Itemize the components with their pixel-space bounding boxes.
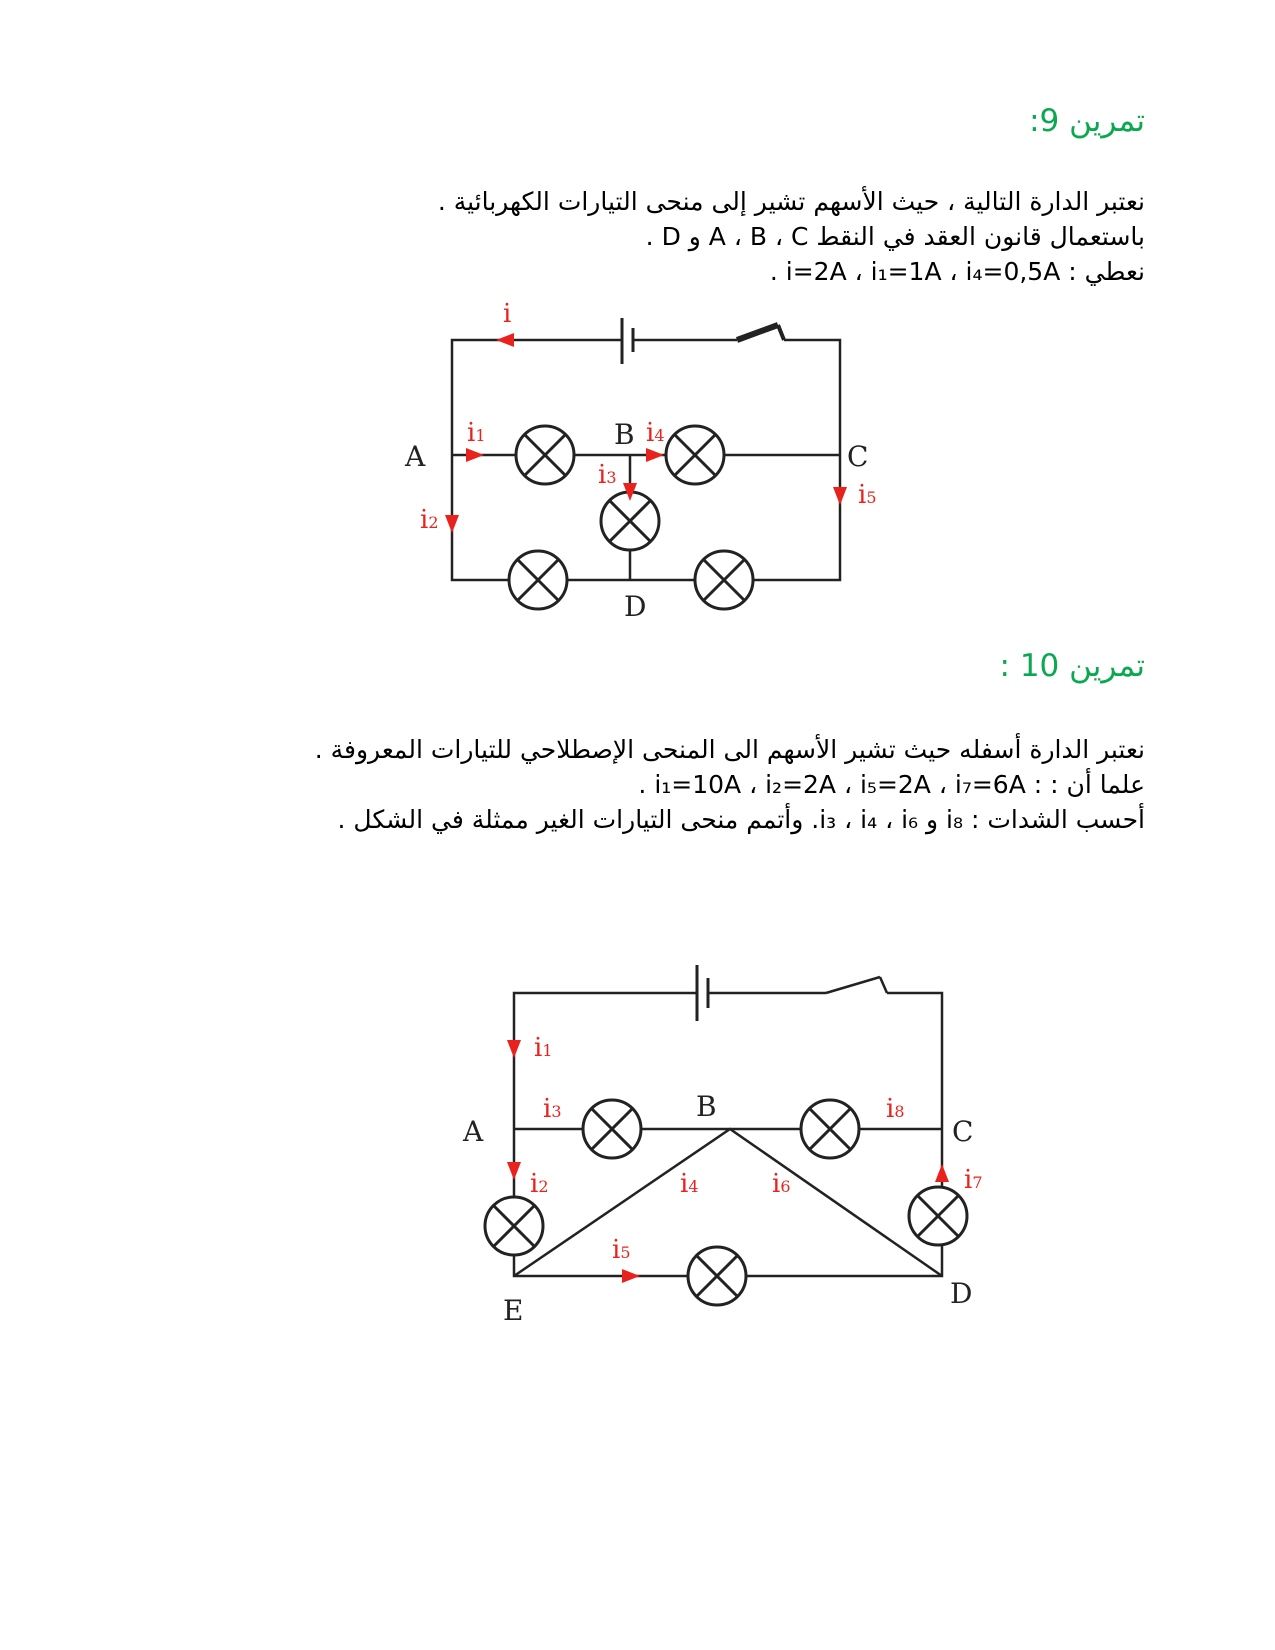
arrow-i5-icon — [833, 487, 847, 505]
lamp-icon-ad — [509, 551, 567, 609]
exercise-10-unknowns: i₃ ، i₄ ، i₆ و i₈ — [819, 805, 964, 834]
arrow-i1-icon — [466, 448, 484, 462]
current-i5-label: i5 — [612, 1235, 631, 1265]
exercise-9-line-2: باستعمال قانون العقد في النقط A ، B ، C و D . — [645, 222, 1145, 251]
switch-icon — [737, 325, 784, 340]
current-i2-sub: 2 — [538, 1177, 549, 1196]
current-i7-label: i7 — [964, 1165, 983, 1195]
arrow-i4-icon — [646, 448, 664, 462]
current-i2-label: i2 — [420, 505, 439, 535]
arrow-i-icon — [496, 333, 514, 347]
node-a-label: A — [405, 440, 426, 473]
exercise-10-line-1: نعتبر الدارة أسفله حيث تشير الأسهم الى المنحى الإصطلاحي للتيارات المعروفة . — [314, 735, 1145, 764]
current-i3-label: i3 — [598, 460, 617, 490]
current-i7-sub: 7 — [972, 1173, 983, 1192]
lamp-icon-ae — [485, 1197, 543, 1255]
current-i5-label: i5 — [858, 480, 877, 510]
battery-icon — [622, 318, 633, 364]
exercise-10-compute-label: أحسب الشدات : — [963, 805, 1145, 834]
arrow-i1-icon — [507, 1040, 521, 1058]
exercise-9-given-values: i=2A ، i₁=1A ، i₄=0,5A — [785, 257, 1061, 286]
lamp-icon-cd — [909, 1187, 967, 1245]
node-e-label: E — [503, 1294, 524, 1327]
current-i6-sub: 6 — [780, 1177, 791, 1196]
current-i2-sub: 2 — [428, 513, 439, 532]
lamp-icon-bc — [666, 426, 724, 484]
exercise-10-given-label: علما أن : : — [1025, 770, 1145, 799]
exercise-10-line-2-end: . — [638, 770, 655, 799]
exercise-10-given-values: i₁=10A ، i₂=2A ، i₅=2A ، i₇=6A — [654, 770, 1026, 799]
current-i3-label: i3 — [543, 1094, 562, 1124]
current-i3-sub: 3 — [606, 468, 617, 487]
lamp-icon-dc — [695, 551, 753, 609]
lamp-icon-ab — [583, 1100, 641, 1158]
current-i4-sub: 4 — [654, 426, 665, 445]
node-b-label: B — [696, 1090, 717, 1123]
circuit-2-arrows — [507, 1040, 949, 1283]
current-i1-sub: 1 — [475, 426, 486, 445]
node-d-label: D — [950, 1277, 973, 1310]
arrow-i7-icon — [935, 1164, 949, 1182]
current-i1-label: i1 — [534, 1033, 553, 1063]
current-i4-label: i4 — [680, 1169, 699, 1199]
exercise-9-line-1: نعتبر الدارة التالية ، حيث الأسهم تشير إلى منحى التيارات الكهربائية . — [437, 187, 1145, 216]
circuit-2-wires — [514, 993, 942, 1276]
lamp-icon-ab — [516, 426, 574, 484]
arrow-i2-icon — [507, 1162, 521, 1180]
current-i2-label: i2 — [530, 1169, 549, 1199]
current-i1-label: i1 — [467, 418, 486, 448]
exercise-9-title: تمرين 9: — [1029, 103, 1145, 139]
node-a-label: A — [463, 1115, 484, 1148]
current-i6-label: i6 — [772, 1169, 791, 1199]
switch-icon — [826, 977, 887, 993]
node-b-label: B — [614, 418, 635, 451]
exercise-10-instruction: . وأتمم منحى التيارات الغير ممثلة في الشكل . — [337, 805, 820, 834]
arrow-i2-icon — [445, 515, 459, 533]
current-i5-sub: 5 — [620, 1243, 631, 1262]
circuit-2 — [514, 965, 942, 1276]
exercise-9-given-label: نعطي : — [1060, 257, 1145, 286]
arrow-i5-icon — [622, 1269, 640, 1283]
current-i1-sub: 1 — [542, 1041, 553, 1060]
exercise-9-line-end: . — [769, 257, 786, 286]
current-i4-sub: 4 — [688, 1177, 699, 1196]
node-c-label: C — [952, 1115, 974, 1148]
lamp-icon-ed — [688, 1247, 746, 1305]
node-d-label: D — [624, 590, 647, 623]
node-c-label: C — [847, 440, 869, 473]
current-i5-sub: 5 — [866, 488, 877, 507]
current-i4-label: i4 — [646, 418, 665, 448]
current-i3-sub: 3 — [551, 1102, 562, 1121]
lamp-icon-bc — [801, 1100, 859, 1158]
current-i8-label: i8 — [886, 1094, 905, 1124]
current-i8-sub: 8 — [894, 1102, 905, 1121]
exercise-10-title: تمرين 10 : — [999, 648, 1145, 684]
current-i-label: i — [503, 299, 512, 329]
battery-icon — [697, 965, 708, 1021]
